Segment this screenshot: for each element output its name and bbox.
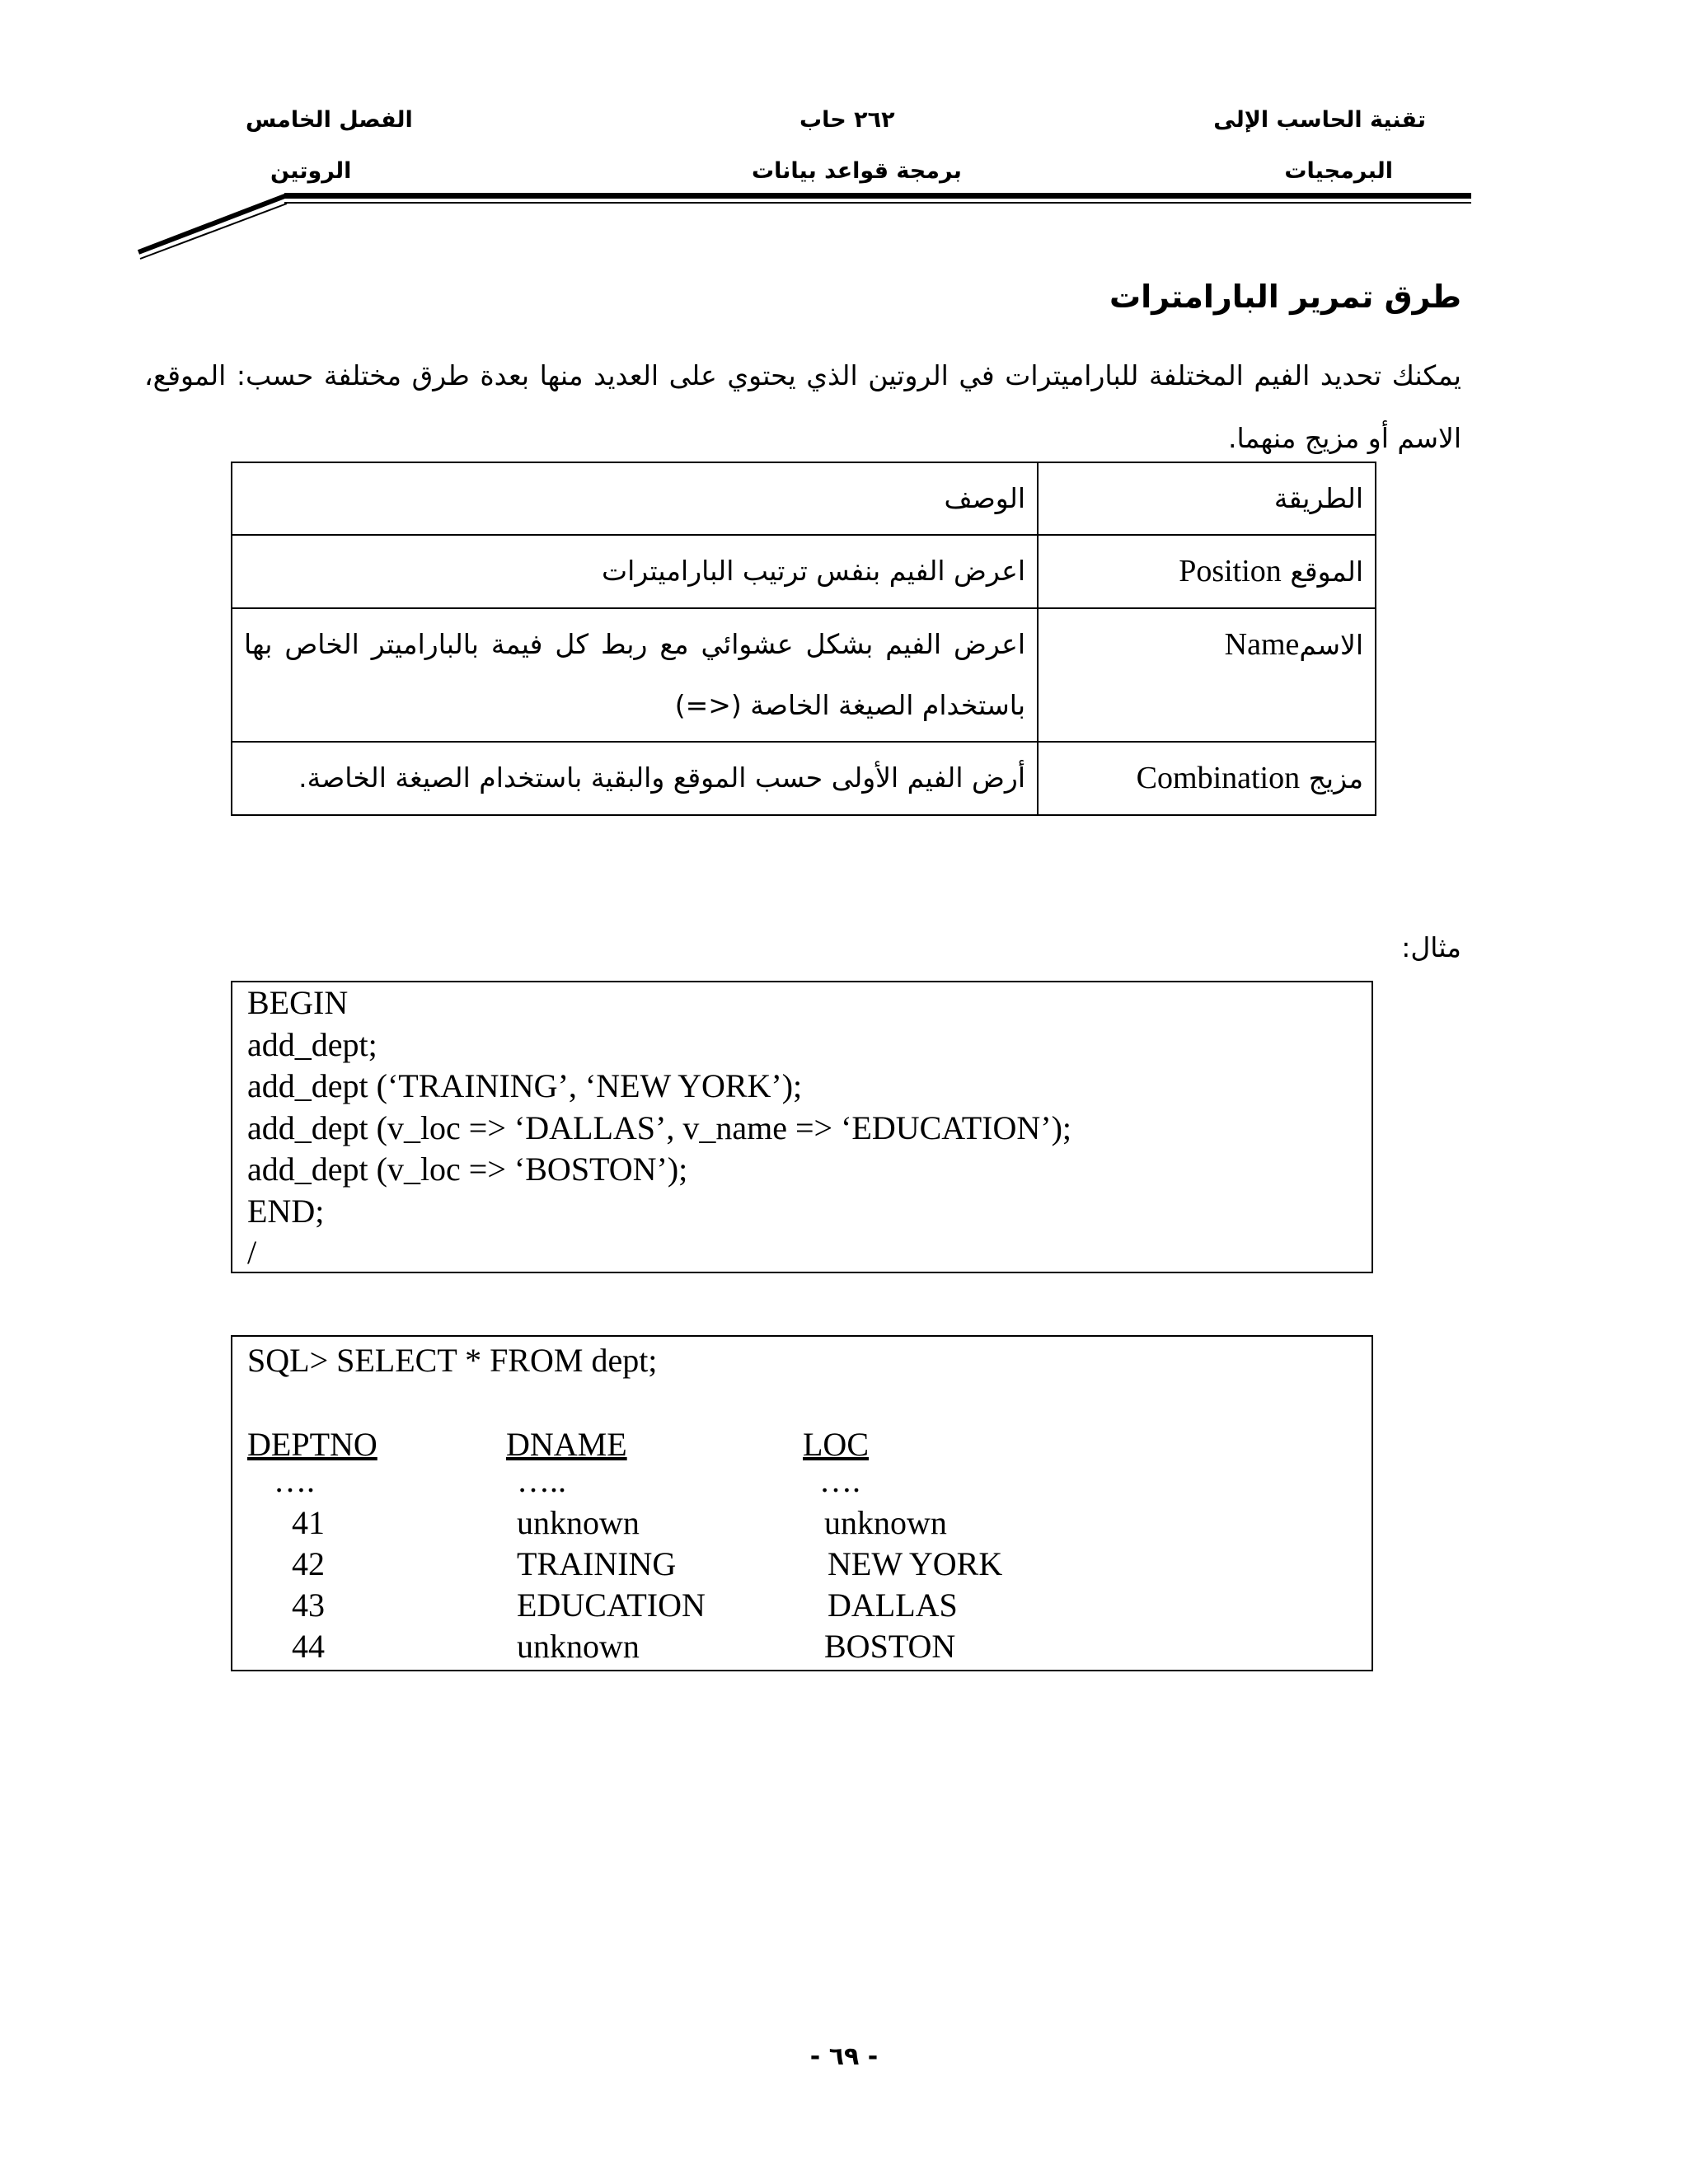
code-line: END; — [247, 1192, 325, 1230]
page-number: - ٦٩ - — [809, 2042, 879, 2071]
description-cell: اعرض الفيم بنفس ترتيب الباراميترات — [232, 535, 1038, 608]
code-line: add_dept (v_loc => ‘BOSTON’); — [247, 1151, 688, 1188]
header-rule-diagonal — [132, 188, 297, 262]
deptno-cell: 43 — [292, 1586, 325, 1624]
query-result-block — [231, 1335, 1373, 1671]
description-cell: أرض الفيم الأولى حسب الموقع والبقية باستخدام الصيغة الخاصة. — [232, 742, 1038, 815]
header-course-title: تقنية الحاسب الإلى — [1213, 107, 1426, 133]
code-line: BEGIN — [247, 984, 349, 1021]
table-header-row — [232, 462, 1376, 535]
method-name-en: Name — [1224, 627, 1300, 662]
header-subject: برمجة قواعد بيانات — [752, 158, 962, 184]
loc-cell: unknown — [824, 1504, 947, 1541]
dname-cell: EDUCATION — [517, 1586, 706, 1624]
header-description: الوصف — [232, 462, 1038, 535]
header-course-code: ٢٦٢ حاب — [799, 107, 895, 133]
column-header-deptno: DEPTNO — [247, 1426, 377, 1463]
description-cell: اعرض الفيم بشكل عشوائي مع ربط كل فيمة بالباراميتر الخاص بها باستخدام الصيغة الخاصة (<=) — [232, 608, 1038, 742]
header-rule-thick — [284, 193, 1471, 199]
method-cell — [1038, 742, 1376, 815]
method-name-ar: مزيج — [1308, 762, 1363, 794]
method-name-ar: الاسم — [1299, 629, 1363, 661]
method-cell — [1038, 535, 1376, 608]
intro-paragraph: يمكنك تحديد الفيم المختلفة للباراميترات في الروتين الذي يحتوي على العديد منها بعدة طرق مختلفة حسب: الموقع، الاسم أو مزيج منهما. — [144, 359, 1461, 454]
dname-cell: TRAINING — [517, 1545, 677, 1582]
code-line: add_dept (v_loc => ‘DALLAS’, v_name => ‘EDUCATION’); — [247, 1108, 1072, 1146]
code-line: add_dept; — [247, 1025, 377, 1063]
deptno-cell: 41 — [292, 1504, 325, 1541]
table-row — [232, 742, 1376, 815]
deptno-cell: 42 — [292, 1545, 325, 1582]
method-name-en: Position — [1179, 554, 1282, 588]
ellipsis-cell: …. — [274, 1462, 315, 1499]
method-name-ar: الموقع — [1290, 555, 1363, 588]
code-line: / — [247, 1234, 257, 1271]
section-heading: طرق تمرير البارامترات — [1109, 279, 1461, 315]
example-label: مثال: — [1401, 931, 1461, 963]
header-method: الطريقة — [1038, 462, 1376, 535]
header-rule-thin — [284, 202, 1471, 204]
loc-cell: DALLAS — [828, 1586, 958, 1624]
methods-table — [231, 462, 1376, 816]
dname-cell: unknown — [517, 1504, 640, 1541]
loc-cell: NEW YORK — [828, 1545, 1003, 1582]
header-topic: الروتين — [270, 158, 352, 184]
code-line: add_dept (‘TRAINING’, ‘NEW YORK’); — [247, 1067, 803, 1104]
loc-cell: BOSTON — [824, 1628, 956, 1665]
ellipsis-cell: ….. — [517, 1462, 566, 1499]
ellipsis-cell: …. — [819, 1462, 860, 1499]
sql-query: SQL> SELECT * FROM dept; — [247, 1342, 658, 1379]
deptno-cell: 44 — [292, 1628, 325, 1665]
table-row — [232, 535, 1376, 608]
column-header-loc: LOC — [803, 1426, 869, 1463]
table-row — [232, 608, 1376, 742]
code-block — [231, 981, 1373, 1273]
column-header-dname: DNAME — [506, 1426, 627, 1463]
dname-cell: unknown — [517, 1628, 640, 1665]
header-major: البرمجيات — [1284, 158, 1393, 184]
header-chapter: الفصل الخامس — [246, 107, 413, 133]
method-cell — [1038, 608, 1376, 742]
method-name-en: Combination — [1136, 761, 1301, 795]
